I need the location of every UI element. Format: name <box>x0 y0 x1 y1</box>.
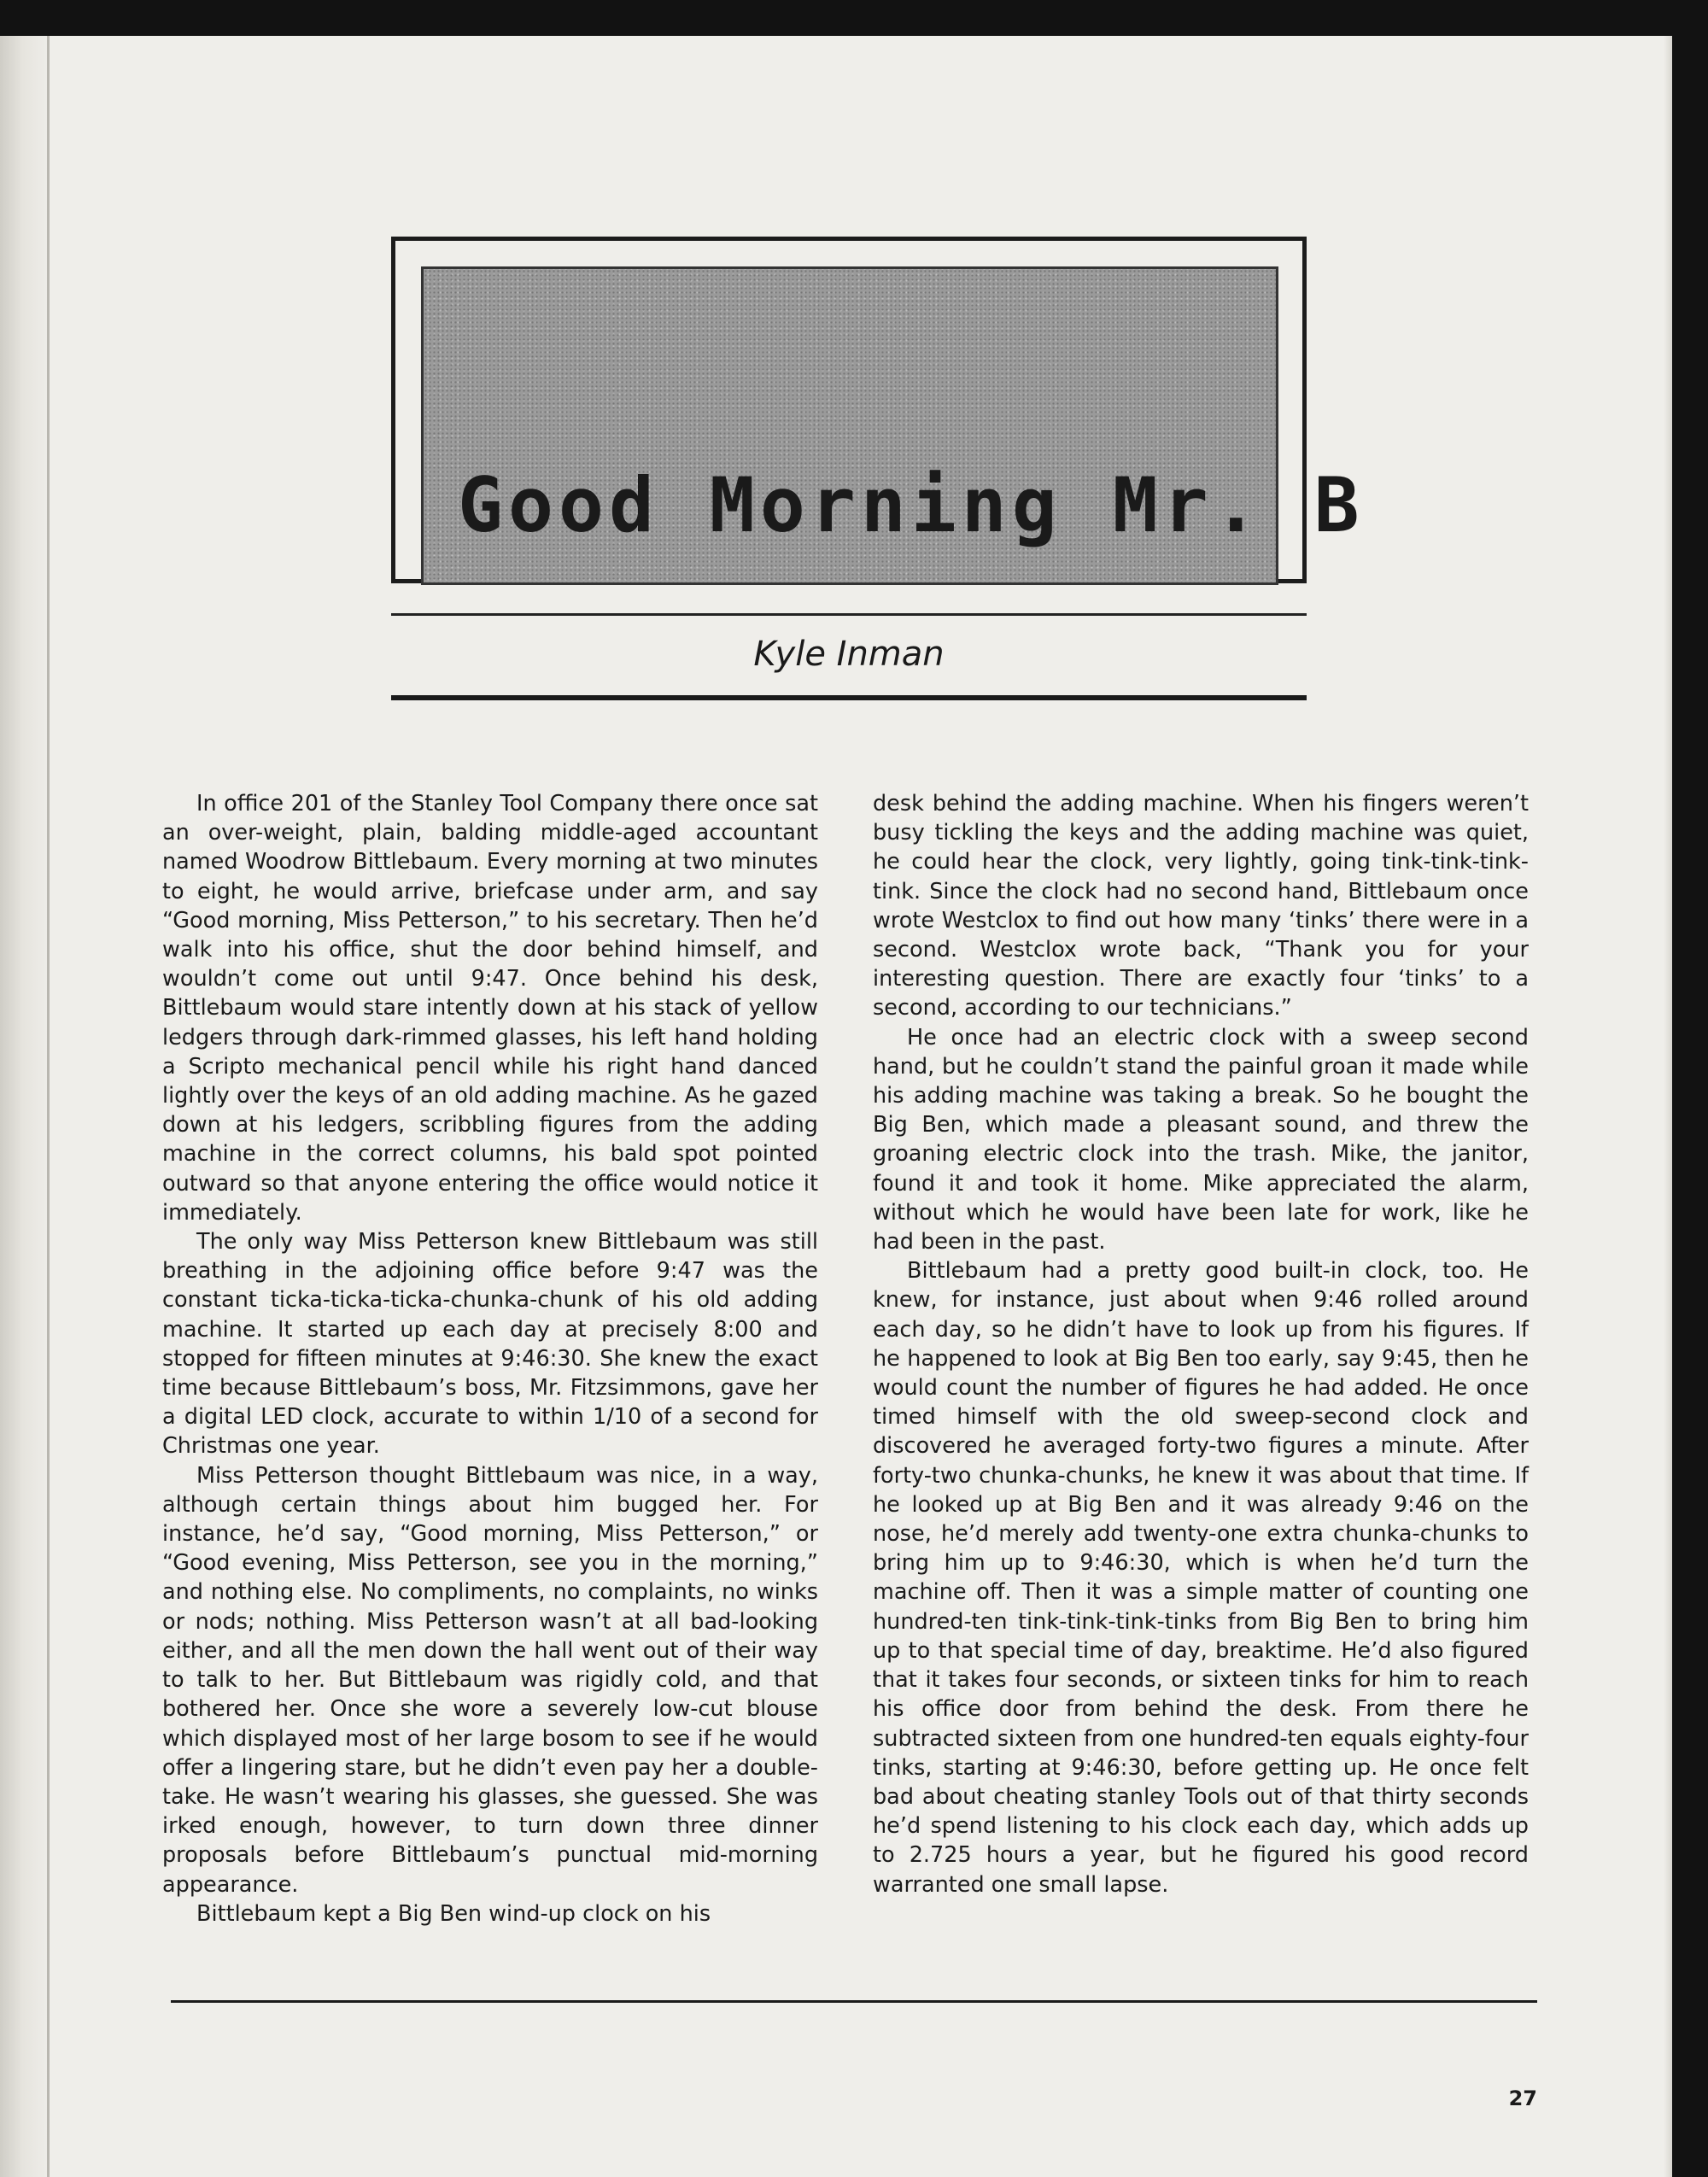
paragraph: He once had an electric clock with a sweep second hand, but he couldn’t stand the painful groan it made while his adding machine was taking a break. So he bought the Big Ben, which made a pleasant sound, and threw the groaning electric clock into the trash. Mike, the janitor, found it and took it home. Mike appreciated the alarm, without which he would have been late for work, like he had been in the past. <box>873 1024 1529 1255</box>
author-rule-top <box>391 613 1307 616</box>
paragraph: Bittlebaum had a pretty good built-in clock, too. He knew, for instance, just about when 9:46 rolled around each day, so he didn’t have to look up from his figures. If he happened to look at Big Ben too early, say 9:45, then he would count the number of figures he had added. He once timed himself with the old sweep-second clock and discovered he averaged forty-two figures a minute. After forty-two chunka-chunks, he knew it was about that time. If he looked up at Big Ben and it was already 9:46 on the nose, he’d merely add twenty-one extra chunka-chunks to bring him up to 9:46:30, which is when he’d turn the machine off. Then it was a simple matter of counting one hundred-ten tink-tink-tink-tinks from Big Ben to bring him up to that special time of day, breaktime. He’d also figured that it takes four seconds, or sixteen tinks for him to reach his office door from behind the desk. From there he subtracted sixteen from one hundred-ten equals eighty-four tinks, starting at 9:46:30, before getting up. He once felt bad about cheating stanley Tools out of that thirty seconds he’d spend listening to his clock each day, which adds up to 2.725 hours a year, but he figured his good record warranted one small lapse. <box>873 1258 1529 1898</box>
title-panel <box>421 266 1365 585</box>
right-column <box>873 789 1529 1899</box>
binding-line <box>47 36 50 2177</box>
paragraph: The only way Miss Petterson knew Bittlebaum was still breathing in the adjoining office before 9:47 was the constant ticka-ticka-ticka-chunka-chunk of his old adding machine. It started up each day at precisely 8:00 and stopped for fifteen minutes at 9:46:30. She knew the exact time because Bittlebaum’s boss, Mr. Fitzsimmons, gave her a digital LED clock, accurate to within 1/10 of a second for Christmas one year. <box>162 1229 818 1460</box>
paragraph: Bittlebaum kept a Big Ben wind-up clock on his <box>196 1900 711 1927</box>
footer-rule <box>171 2000 1537 2003</box>
title-frame <box>391 237 1365 583</box>
paragraph: In office 201 of the Stanley Tool Company there once sat an over-weight, plain, balding middle-aged accountant named Woodrow Bittlebaum. Every morning at two minutes to eight, he would arrive, briefcase under arm, and say “Good morning, Miss Petterson,” to his secretary. Then he’d walk into his office, shut the door behind himself, and wouldn’t come out until 9:47. Once behind his desk, Bittlebaum would stare intently down at his stack of yellow ledgers through dark-rimmed glasses, his left hand holding a Scripto mechanical pencil while his right hand danced lightly over the keys of an old adding machine. As he gazed down at his ledgers, scribbling figures from the adding machine in the correct columns, his bald spot pointed outward so that anyone entering the office would notice it immediately. <box>162 791 818 1226</box>
paragraph: Miss Petterson thought Bittlebaum was nice, in a way, although certain things about him bugged her. For instance, he’d say, “Good morning, Miss Petterson,” or “Good evening, Miss Petterson, see you in the morning,” and nothing else. No compliments, no complaints, no winks or nods; nothing. Miss Petterson wasn’t at all bad-looking either, and all the men down the hall went out of their way to talk to her. But Bittlebaum was rigidly cold, and that bothered her. Once she wore a severely low-cut blouse which displayed most of her large bosom to see if he would offer a lingering stare, but he didn’t even pay her a double-take. He wasn’t wearing his glasses, she guessed. She was irked enough, however, to turn down three dinner proposals before Bittlebaum’s punctual mid-morning appearance. <box>162 1462 818 1898</box>
article-author: Kyle Inman <box>753 635 945 674</box>
left-column <box>162 789 818 1928</box>
article-title: Good Morning Mr. B <box>458 461 1365 549</box>
author-rule-bottom <box>391 695 1307 700</box>
page-edge-shadow <box>1664 36 1672 2177</box>
paragraph: desk behind the adding machine. When his fingers weren’t busy tickling the keys and the adding machine was quiet, he could hear the clock, very lightly, going tink-tink-tink-tink. Since the clock had no second hand, Bittlebaum once wrote Westclox to find out how many ‘tinks’ there were in a second. Westclox wrote back, “Thank you for your interesting question. There are exactly four ‘tinks’ to a second, according to our technicians.” <box>873 791 1529 1021</box>
magazine-page <box>0 36 1672 2177</box>
page-number: 27 <box>1508 2086 1537 2110</box>
book-spine-shadow <box>0 36 51 2177</box>
